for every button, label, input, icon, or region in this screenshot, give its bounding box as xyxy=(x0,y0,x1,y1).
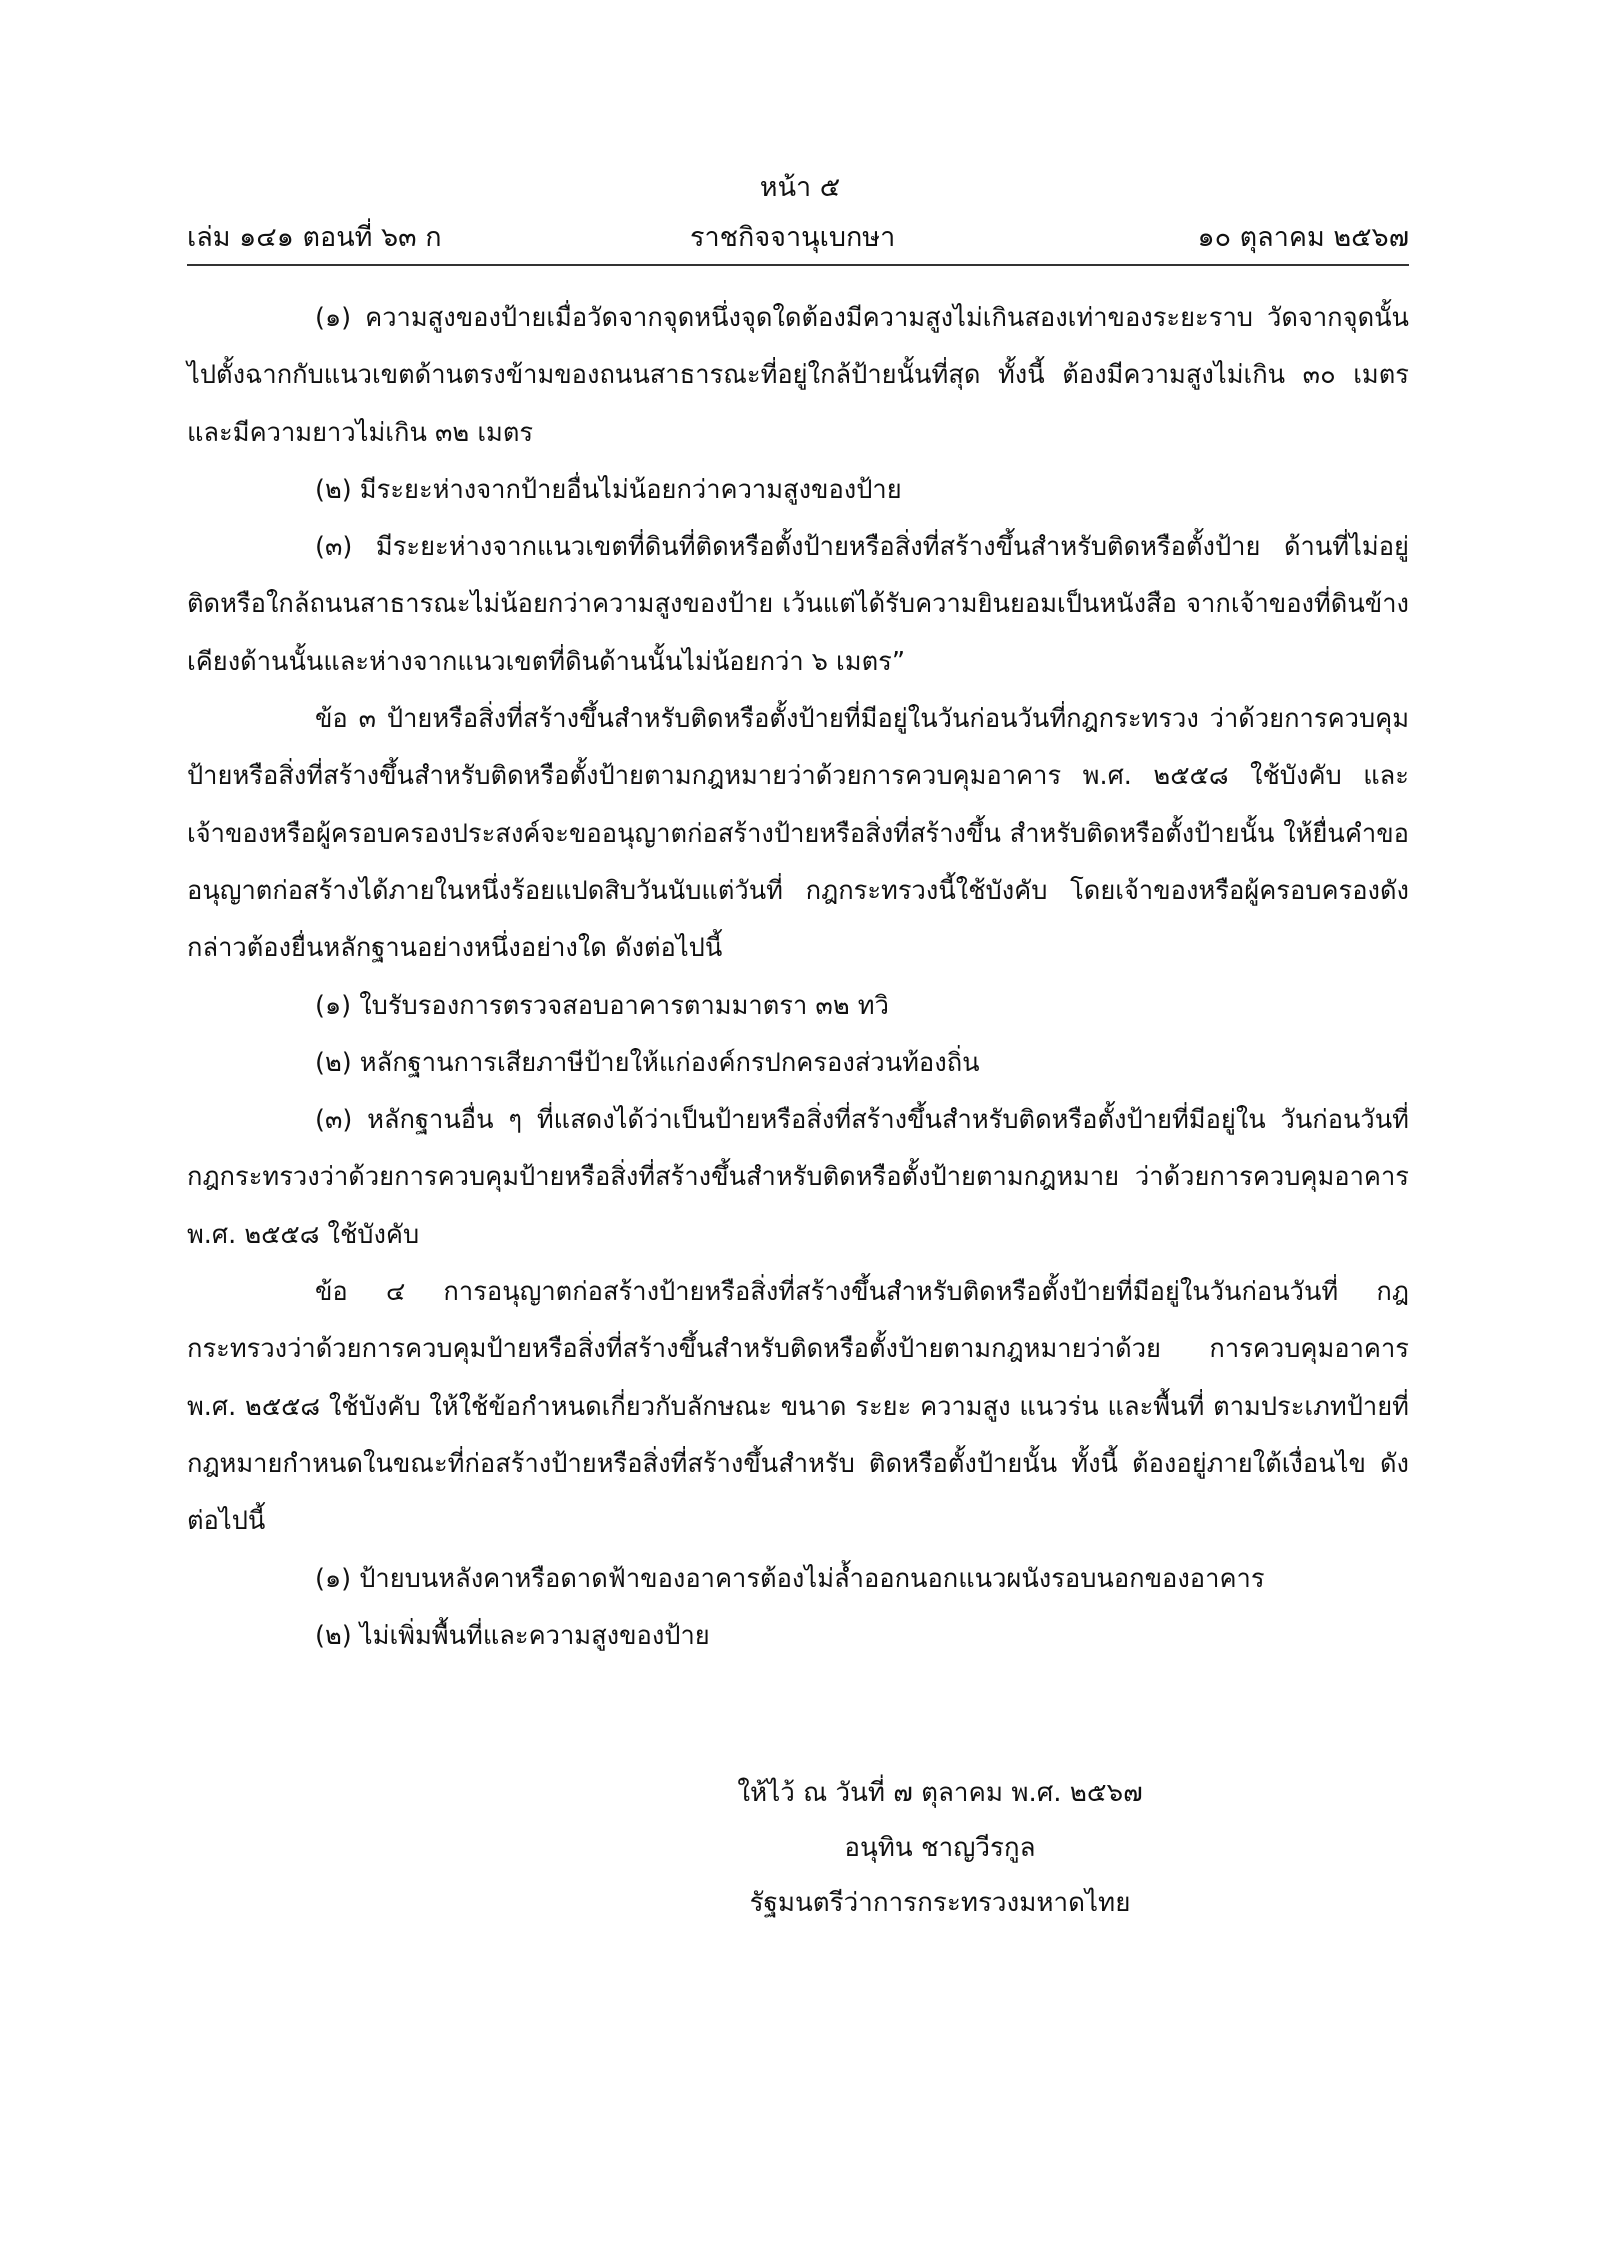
signatory-title: รัฐมนตรีว่าการกระทรวงมหาดไทย xyxy=(749,1888,1131,1918)
paragraph-condition-2: (๒) ไม่เพิ่มพื้นที่และความสูงของป้าย xyxy=(315,1620,710,1651)
signature-block xyxy=(640,1766,1240,1931)
paragraph-evidence-3: (๓) หลักฐานอื่น ๆ ที่แสดงได้ว่าเป็นป้ายหรือสิ่งที่สร้างขึ้นสำหรับติดหรือตั้งป้ายที่มีอยู่ใน วันก่อนวันที่กฎกระทรวงว่าด้วยการควบคุมป้ายหรือสิ่งที่สร้างขึ้นสำหรับติดหรือตั้งป้ายตามกฎหมาย ว่าด้วยการควบคุมอาคาร พ.ศ. ๒๕๕๘ ใช้บังคับ xyxy=(187,1105,1409,1250)
paragraph-clause-2: (๒) มีระยะห่างจากป้ายอื่นไม่น้อยกว่าความสูงของป้าย xyxy=(315,474,902,505)
gazette-date: ๑๐ ตุลาคม ๒๕๖๗ xyxy=(1197,222,1409,253)
volume-issue: เล่ม ๑๔๑ ตอนที่ ๖๓ ก xyxy=(187,222,442,253)
paragraph-section-3: ข้อ ๓ ป้ายหรือสิ่งที่สร้างขึ้นสำหรับติดหรือตั้งป้ายที่มีอยู่ในวันก่อนวันที่กฎกระทรวง ว่าด้วยการควบคุมป้ายหรือสิ่งที่สร้างขึ้นสำหรับติดหรือตั้งป้ายตามกฎหมายว่าด้วยการควบคุมอาคาร พ.ศ. ๒๕๕๘ ใช้บังคับ และเจ้าของหรือผู้ครอบครองประสงค์จะขออนุญาตก่อสร้างป้ายหรือสิ่งที่สร้างขึ้น สำหรับติดหรือตั้งป้ายนั้น ให้ยื่นคำขออนุญาตก่อสร้างได้ภายในหนึ่งร้อยแปดสิบวันนับแต่วันที่ กฎกระทรวงนี้ใช้บังคับ โดยเจ้าของหรือผู้ครอบครองดังกล่าวต้องยื่นหลักฐานอย่างหนึ่งอย่างใด ดังต่อไปนี้ xyxy=(187,704,1409,964)
paragraph-clause-3: (๓) มีระยะห่างจากแนวเขตที่ดินที่ติดหรือตั้งป้ายหรือสิ่งที่สร้างขึ้นสำหรับติดหรือตั้งป้าย ด้านที่ไม่อยู่ติดหรือใกล้ถนนสาธารณะไม่น้อยกว่าความสูงของป้าย เว้นแต่ได้รับความยินยอมเป็นหนังสือ จากเจ้าของที่ดินข้างเคียงด้านนั้นและห่างจากแนวเขตที่ดินด้านนั้นไม่น้อยกว่า ๖ เมตร” xyxy=(187,532,1409,677)
page-number: หน้า ๕ xyxy=(759,172,841,203)
signatory-name: อนุทิน ชาญวีรกูล xyxy=(844,1833,1036,1863)
paragraph-condition-1: (๑) ป้ายบนหลังคาหรือดาดฟ้าของอาคารต้องไม่ล้ำออกนอกแนวผนังรอบนอกของอาคาร xyxy=(315,1563,1265,1594)
signed-date: ให้ไว้ ณ วันที่ ๗ ตุลาคม พ.ศ. ๒๕๖๗ xyxy=(737,1778,1143,1808)
paragraph-section-4: ข้อ ๔ การอนุญาตก่อสร้างป้ายหรือสิ่งที่สร้างขึ้นสำหรับติดหรือตั้งป้ายที่มีอยู่ในวันก่อนวันที่ กฎกระทรวงว่าด้วยการควบคุมป้ายหรือสิ่งที่สร้างขึ้นสำหรับติดหรือตั้งป้ายตามกฎหมายว่าด้วย การควบคุมอาคาร พ.ศ. ๒๕๕๘ ใช้บังคับ ให้ใช้ข้อกำหนดเกี่ยวกับลักษณะ ขนาด ระยะ ความสูง แนวร่น และพื้นที่ ตามประเภทป้ายที่กฎหมายกำหนดในขณะที่ก่อสร้างป้ายหรือสิ่งที่สร้างขึ้นสำหรับ ติดหรือตั้งป้ายนั้น ทั้งนี้ ต้องอยู่ภายใต้เงื่อนไข ดังต่อไปนี้ xyxy=(187,1277,1409,1537)
paragraph-evidence-1: (๑) ใบรับรองการตรวจสอบอาคารตามมาตรา ๓๒ ทวิ xyxy=(315,990,889,1021)
gazette-title: ราชกิจจานุเบกษา xyxy=(690,222,896,253)
document-body xyxy=(187,290,1409,1665)
paragraph-clause-1: (๑) ความสูงของป้ายเมื่อวัดจากจุดหนึ่งจุดใดต้องมีความสูงไม่เกินสองเท่าของระยะราบ วัดจากจุดนั้นไปตั้งฉากกับแนวเขตด้านตรงข้ามของถนนสาธารณะที่อยู่ใกล้ป้ายนั้นที่สุด ทั้งนี้ ต้องมีความสูงไม่เกิน ๓๐ เมตร และมีความยาวไม่เกิน ๓๒ เมตร xyxy=(187,303,1409,448)
header-divider xyxy=(187,264,1409,266)
paragraph-evidence-2: (๒) หลักฐานการเสียภาษีป้ายให้แก่องค์กรปกครองส่วนท้องถิ่น xyxy=(315,1047,980,1078)
gazette-header xyxy=(0,218,1600,258)
